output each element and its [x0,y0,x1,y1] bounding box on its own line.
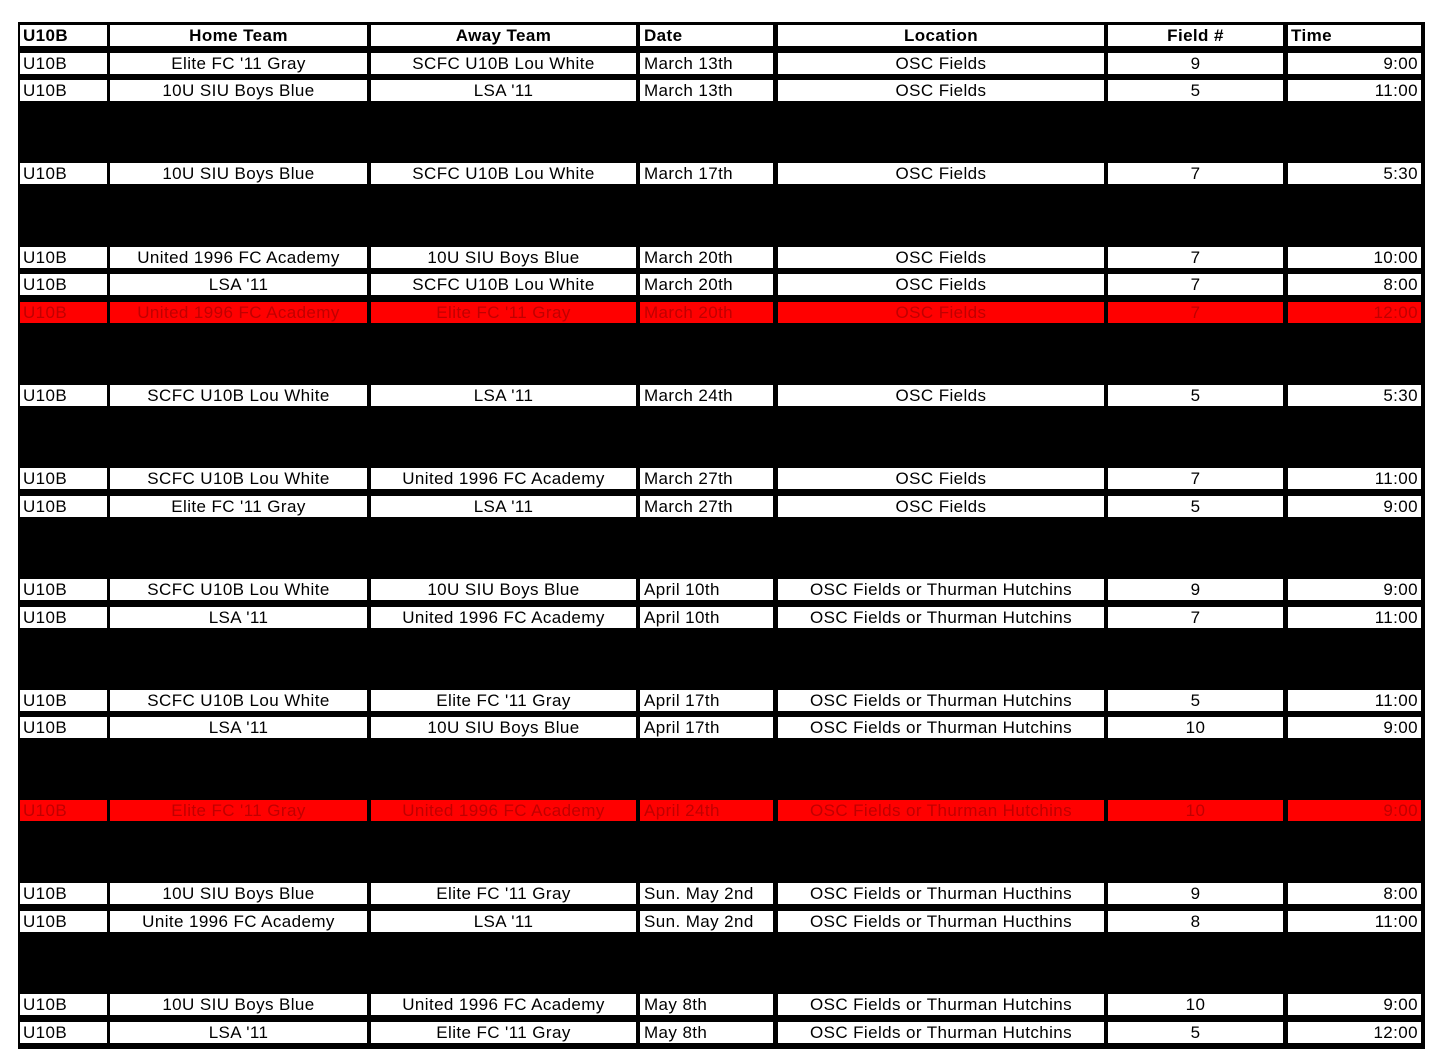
division-cell: U10B [20,385,107,406]
division-cell: U10B [20,911,107,932]
home-team-cell: 10U SIU Boys Blue [110,883,367,904]
division-cell: U10B [20,1022,107,1043]
date-cell: May 8th [640,1022,773,1043]
home-team-cell: Elite FC '11 Gray [110,496,367,517]
schedule-table [18,22,1425,1049]
home-team-cell: 10U SIU Boys Blue [110,80,367,101]
date-cell: Sun. May 2nd [640,883,773,904]
division-cell: U10B [20,80,107,101]
table-row [18,576,1425,604]
date-cell: March 20th [640,274,773,295]
header-home-team: Home Team [110,25,367,46]
date-cell: April 10th [640,579,773,600]
date-cell: March 20th [640,302,773,323]
away-team-cell: United 1996 FC Academy [371,994,636,1015]
date-cell: March 27th [640,496,773,517]
date-cell: March 27th [640,468,773,489]
location-cell: OSC Fields [778,496,1104,517]
home-team-cell: United 1996 FC Academy [110,302,367,323]
division-cell: U10B [20,468,107,489]
location-cell: OSC Fields [778,385,1104,406]
field-number-cell: 10 [1108,994,1283,1015]
home-team-cell: LSA '11 [110,1022,367,1043]
table-row [18,493,1425,521]
division-cell: U10B [20,247,107,268]
field-number-cell: 8 [1108,911,1283,932]
away-team-cell: SCFC U10B Lou White [371,163,636,184]
division-cell: U10B [20,496,107,517]
table-row [18,880,1425,908]
date-cell: April 24th [640,800,773,821]
away-team-cell: Elite FC '11 Gray [371,690,636,711]
location-cell: OSC Fields or Thurman Hutchins [778,994,1104,1015]
away-team-cell: LSA '11 [371,496,636,517]
field-number-cell: 5 [1108,496,1283,517]
home-team-cell: United 1996 FC Academy [110,247,367,268]
time-cell: 9:00 [1288,717,1421,738]
row-separator [18,825,1425,880]
location-cell: OSC Fields or Thurman Hucthins [778,883,1104,904]
time-cell: 9:00 [1288,496,1421,517]
location-cell: OSC Fields [778,163,1104,184]
location-cell: OSC Fields or Thurman Hutchins [778,579,1104,600]
date-cell: May 8th [640,994,773,1015]
home-team-cell: LSA '11 [110,607,367,628]
table-row [18,1019,1425,1047]
away-team-cell: United 1996 FC Academy [371,800,636,821]
home-team-cell: SCFC U10B Lou White [110,385,367,406]
home-team-cell: SCFC U10B Lou White [110,690,367,711]
time-cell: 11:00 [1288,690,1421,711]
location-cell: OSC Fields [778,53,1104,74]
away-team-cell: LSA '11 [371,80,636,101]
table-row [18,244,1425,272]
time-cell: 9:00 [1288,994,1421,1015]
division-cell: U10B [20,607,107,628]
table-row [18,271,1425,299]
table-row [18,160,1425,188]
location-cell: OSC Fields or Thurman Hutchins [778,607,1104,628]
location-cell: OSC Fields [778,468,1104,489]
header-away-team: Away Team [371,25,636,46]
time-cell: 11:00 [1288,468,1421,489]
division-cell: U10B [20,883,107,904]
date-cell: Sun. May 2nd [640,911,773,932]
away-team-cell: LSA '11 [371,385,636,406]
row-separator [18,327,1425,382]
time-cell: 8:00 [1288,883,1421,904]
location-cell: OSC Fields or Thurman Hutchins [778,800,1104,821]
away-team-cell: United 1996 FC Academy [371,468,636,489]
field-number-cell: 7 [1108,607,1283,628]
table-row [18,908,1425,936]
header-location: Location [778,25,1104,46]
division-cell: U10B [20,302,107,323]
time-cell: 9:00 [1288,53,1421,74]
field-number-cell: 7 [1108,247,1283,268]
field-number-cell: 9 [1108,883,1283,904]
time-cell: 5:30 [1288,163,1421,184]
division-cell: U10B [20,717,107,738]
row-separator [18,188,1425,243]
away-team-cell: 10U SIU Boys Blue [371,579,636,600]
date-cell: April 10th [640,607,773,628]
header-time: Time [1288,25,1421,46]
away-team-cell: 10U SIU Boys Blue [371,247,636,268]
date-cell: March 17th [640,163,773,184]
row-separator [18,520,1425,575]
field-number-cell: 7 [1108,468,1283,489]
time-cell: 5:30 [1288,385,1421,406]
home-team-cell: LSA '11 [110,274,367,295]
location-cell: OSC Fields [778,80,1104,101]
time-cell: 12:00 [1288,302,1421,323]
field-number-cell: 9 [1108,579,1283,600]
row-separator [18,742,1425,797]
table-row [18,687,1425,715]
field-number-cell: 5 [1108,690,1283,711]
table-row [18,465,1425,493]
home-team-cell: SCFC U10B Lou White [110,579,367,600]
away-team-cell: LSA '11 [371,911,636,932]
location-cell: OSC Fields [778,302,1104,323]
home-team-cell: LSA '11 [110,717,367,738]
date-cell: March 13th [640,53,773,74]
time-cell: 10:00 [1288,247,1421,268]
location-cell: OSC Fields or Thurman Hutchins [778,1022,1104,1043]
table-row [18,382,1425,410]
date-cell: April 17th [640,717,773,738]
table-row [18,714,1425,742]
field-number-cell: 9 [1108,53,1283,74]
table-row [18,77,1425,105]
location-cell: OSC Fields or Thurman Hucthins [778,911,1104,932]
header-division: U10B [20,25,107,46]
date-cell: March 24th [640,385,773,406]
field-number-cell: 5 [1108,1022,1283,1043]
home-team-cell: 10U SIU Boys Blue [110,994,367,1015]
table-row [18,604,1425,632]
field-number-cell: 7 [1108,163,1283,184]
away-team-cell: Elite FC '11 Gray [371,1022,636,1043]
time-cell: 11:00 [1288,80,1421,101]
header-date: Date [640,25,773,46]
date-cell: March 20th [640,247,773,268]
division-cell: U10B [20,163,107,184]
division-cell: U10B [20,800,107,821]
table-body [18,50,1425,1047]
date-cell: March 13th [640,80,773,101]
home-team-cell: Elite FC '11 Gray [110,800,367,821]
table-row [18,991,1425,1019]
away-team-cell: Elite FC '11 Gray [371,883,636,904]
away-team-cell: SCFC U10B Lou White [371,53,636,74]
division-cell: U10B [20,579,107,600]
header-row [18,22,1425,50]
division-cell: U10B [20,994,107,1015]
away-team-cell: Elite FC '11 Gray [371,302,636,323]
home-team-cell: 10U SIU Boys Blue [110,163,367,184]
location-cell: OSC Fields [778,247,1104,268]
away-team-cell: SCFC U10B Lou White [371,274,636,295]
table-row-highlighted [18,797,1425,825]
time-cell: 9:00 [1288,579,1421,600]
away-team-cell: 10U SIU Boys Blue [371,717,636,738]
time-cell: 8:00 [1288,274,1421,295]
table-row-highlighted [18,299,1425,327]
location-cell: OSC Fields [778,274,1104,295]
field-number-cell: 7 [1108,302,1283,323]
division-cell: U10B [20,53,107,74]
date-cell: April 17th [640,690,773,711]
home-team-cell: SCFC U10B Lou White [110,468,367,489]
row-separator [18,105,1425,160]
field-number-cell: 10 [1108,717,1283,738]
row-separator [18,410,1425,465]
time-cell: 11:00 [1288,911,1421,932]
location-cell: OSC Fields or Thurman Hutchins [778,717,1104,738]
time-cell: 9:00 [1288,800,1421,821]
away-team-cell: United 1996 FC Academy [371,607,636,628]
field-number-cell: 7 [1108,274,1283,295]
time-cell: 12:00 [1288,1022,1421,1043]
location-cell: OSC Fields or Thurman Hutchins [778,690,1104,711]
time-cell: 11:00 [1288,607,1421,628]
table-row [18,50,1425,78]
header-field-number: Field # [1108,25,1283,46]
field-number-cell: 5 [1108,80,1283,101]
home-team-cell: Unite 1996 FC Academy [110,911,367,932]
field-number-cell: 5 [1108,385,1283,406]
row-separator [18,631,1425,686]
field-number-cell: 10 [1108,800,1283,821]
division-cell: U10B [20,690,107,711]
division-cell: U10B [20,274,107,295]
home-team-cell: Elite FC '11 Gray [110,53,367,74]
row-separator [18,936,1425,991]
